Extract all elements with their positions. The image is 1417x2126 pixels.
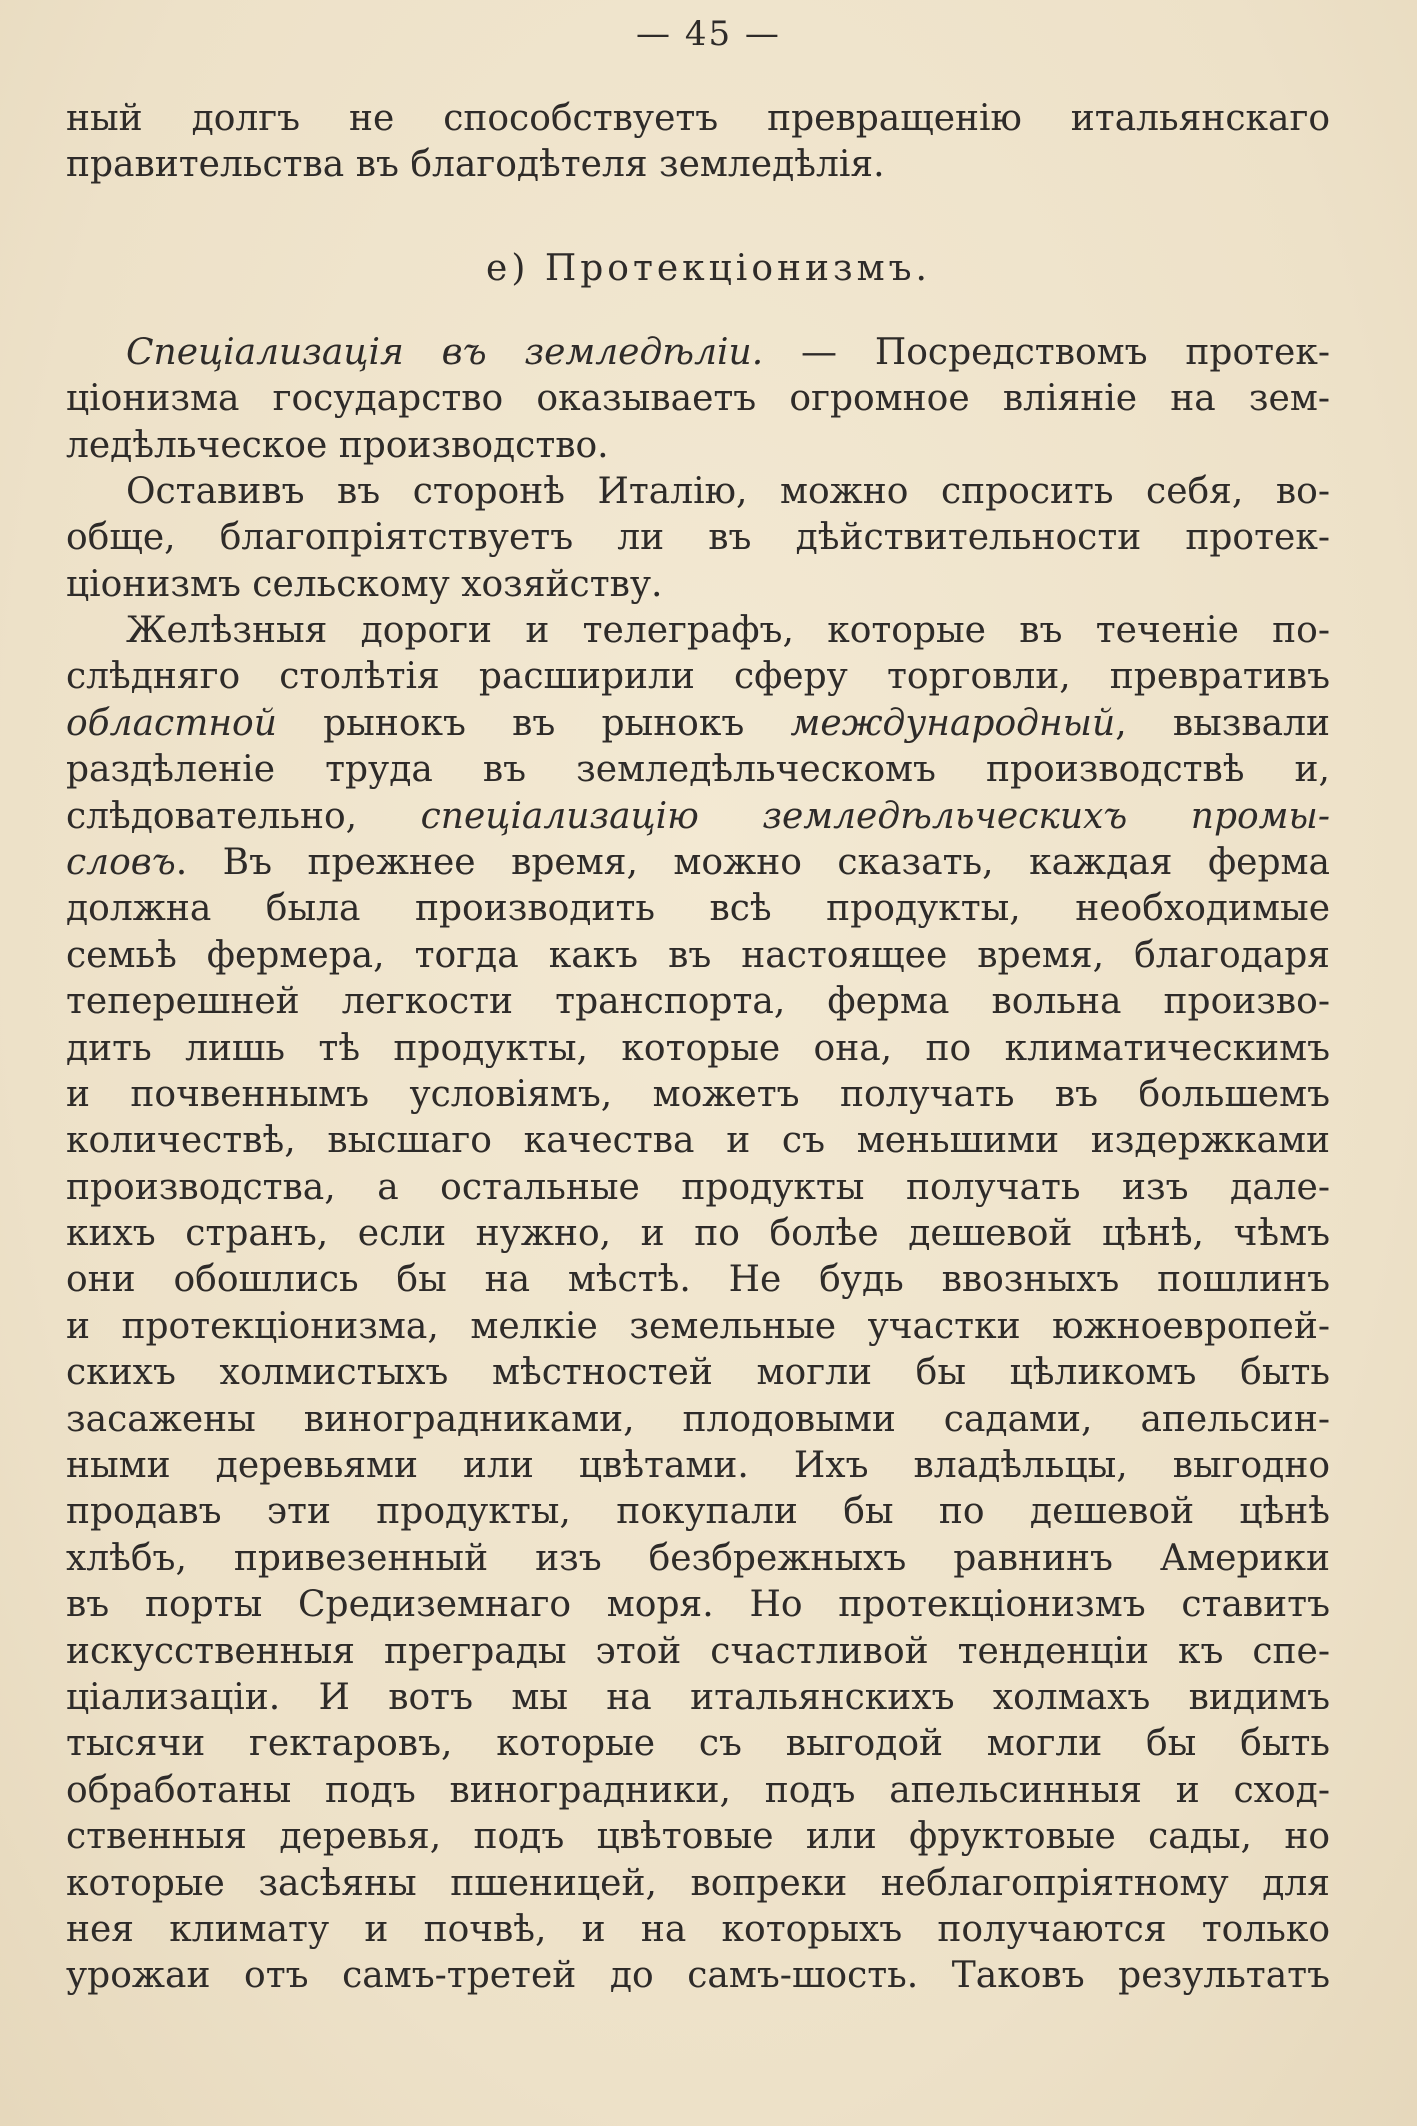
text-line: тысячи гектаровъ, которые съ выгодой могли бы быть (66, 1723, 1330, 1765)
text-line: теперешней легкости транспорта, ферма вольна произво- (66, 981, 1330, 1023)
text-line: нея климату и почвѣ, и на которыхъ получаются только (66, 1908, 1330, 1950)
text-line: ціонизма государство оказываетъ огромное вліяніе на зем- (66, 378, 1330, 420)
italic-run: словъ (66, 841, 176, 883)
text-line: въ порты Средиземнаго моря. Но протекціонизмъ ставитъ (66, 1584, 1330, 1626)
text-line: должна была производить всѣ продукты, необходимые (66, 888, 1330, 930)
text-line: искусственныя преграды этой счастливой тенденціи къ спе- (66, 1630, 1330, 1672)
paragraph-3 (66, 608, 1330, 2046)
text-line: скихъ холмистыхъ мѣстностей могли бы цѣликомъ быть (66, 1352, 1330, 1394)
text-run: слѣдовательно, (66, 795, 421, 837)
text-run: — Посредствомъ протек- (763, 332, 1330, 373)
text-line: ледѣльческое производство. (66, 424, 609, 466)
italic-run: спеціализацію земледѣльческихъ промы- (420, 795, 1331, 837)
text-line (66, 2000, 1330, 2046)
text-line: обще, благопріятствуетъ ли въ дѣйствительности протек- (66, 517, 1330, 559)
text-line (66, 840, 1330, 886)
text-line: ный долгъ не способствуетъ превращенію итальянскаго (66, 98, 1330, 139)
text-line: урожаи отъ самъ-третей до самъ-шость. Таковъ результатъ (66, 1955, 1330, 1997)
text-line: хлѣбъ, привезенный изъ безбрежныхъ равнинъ Америки (66, 1537, 1330, 1579)
text-line: кихъ странъ, если нужно, и по болѣе дешевой цѣнѣ, чѣмъ (66, 1213, 1330, 1255)
text-line: ными деревьями или цвѣтами. Ихъ владѣльцы, выгодно (66, 1445, 1330, 1487)
text-line: они обошлись бы на мѣстѣ. Не будь ввозныхъ пошлинъ (66, 1259, 1330, 1301)
text-line: обработаны подъ виноградники, подъ апельсинныя и сход- (66, 1769, 1330, 1811)
section-heading: e) Протекціонизмъ. (486, 248, 931, 289)
paragraph-1 (66, 330, 1330, 469)
text-line: ственныя деревья, подъ цвѣтовые или фруктовые сады, но (66, 1816, 1330, 1858)
text-line: производства, а остальные продукты получать изъ дале- (66, 1166, 1330, 1208)
text-line: засажены виноградниками, плодовыми садами, апельсин- (66, 1398, 1330, 1440)
italic-run: международный (790, 702, 1116, 744)
text-line: Желѣзныя дороги и телеграфъ, которые въ теченіе по- (126, 610, 1330, 651)
text-line: ціализаціи. И вотъ мы на итальянскихъ холмахъ видимъ (66, 1676, 1330, 1718)
paragraph-2 (66, 469, 1330, 608)
text-run: , вызвали (1115, 702, 1330, 744)
text-line: и почвеннымъ условіямъ, можетъ получать въ большемъ (66, 1073, 1330, 1115)
text-line: дить лишь тѣ продукты, которые она, по климатическимъ (66, 1027, 1330, 1069)
text-line (66, 794, 1330, 840)
text-line: и протекціонизма, мелкіе земельные участки южноевропей- (66, 1305, 1330, 1347)
text-line: правительства въ благодѣтеля земледѣлія. (66, 144, 885, 186)
italic-run: Спеціализація въ земледѣліи. (126, 332, 764, 373)
italic-run: областной (66, 702, 277, 744)
text-line: раздѣленіе труда въ земледѣльческомъ производствѣ и, (66, 749, 1330, 791)
text-run: . Въ прежнее время, можно сказать, каждая ферма (175, 841, 1330, 883)
text-line: слѣдняго столѣтія расширили сферу торговли, превративъ (66, 656, 1330, 698)
continued-paragraph (66, 96, 1330, 189)
page-number: — 45 — (636, 14, 781, 54)
text-line: ціонизмъ сельскому хозяйству. (66, 563, 663, 605)
text-line (66, 701, 1330, 747)
text-line: которые засѣяны пшеницей, вопреки неблагопріятному для (66, 1862, 1330, 1904)
text-run: рынокъ въ рынокъ (276, 702, 791, 744)
text-line (66, 330, 1330, 376)
text-line: Оставивъ въ сторонѣ Италію, можно спросить себя, во- (126, 471, 1330, 512)
text-line: семьѣ фермера, тогда какъ въ настоящее время, благодаря (66, 934, 1330, 976)
text-line: продавъ эти продукты, покупали бы по дешевой цѣнѣ (66, 1491, 1330, 1533)
text-line: количествѣ, высшаго качества и съ меньшими издержками (66, 1120, 1330, 1162)
